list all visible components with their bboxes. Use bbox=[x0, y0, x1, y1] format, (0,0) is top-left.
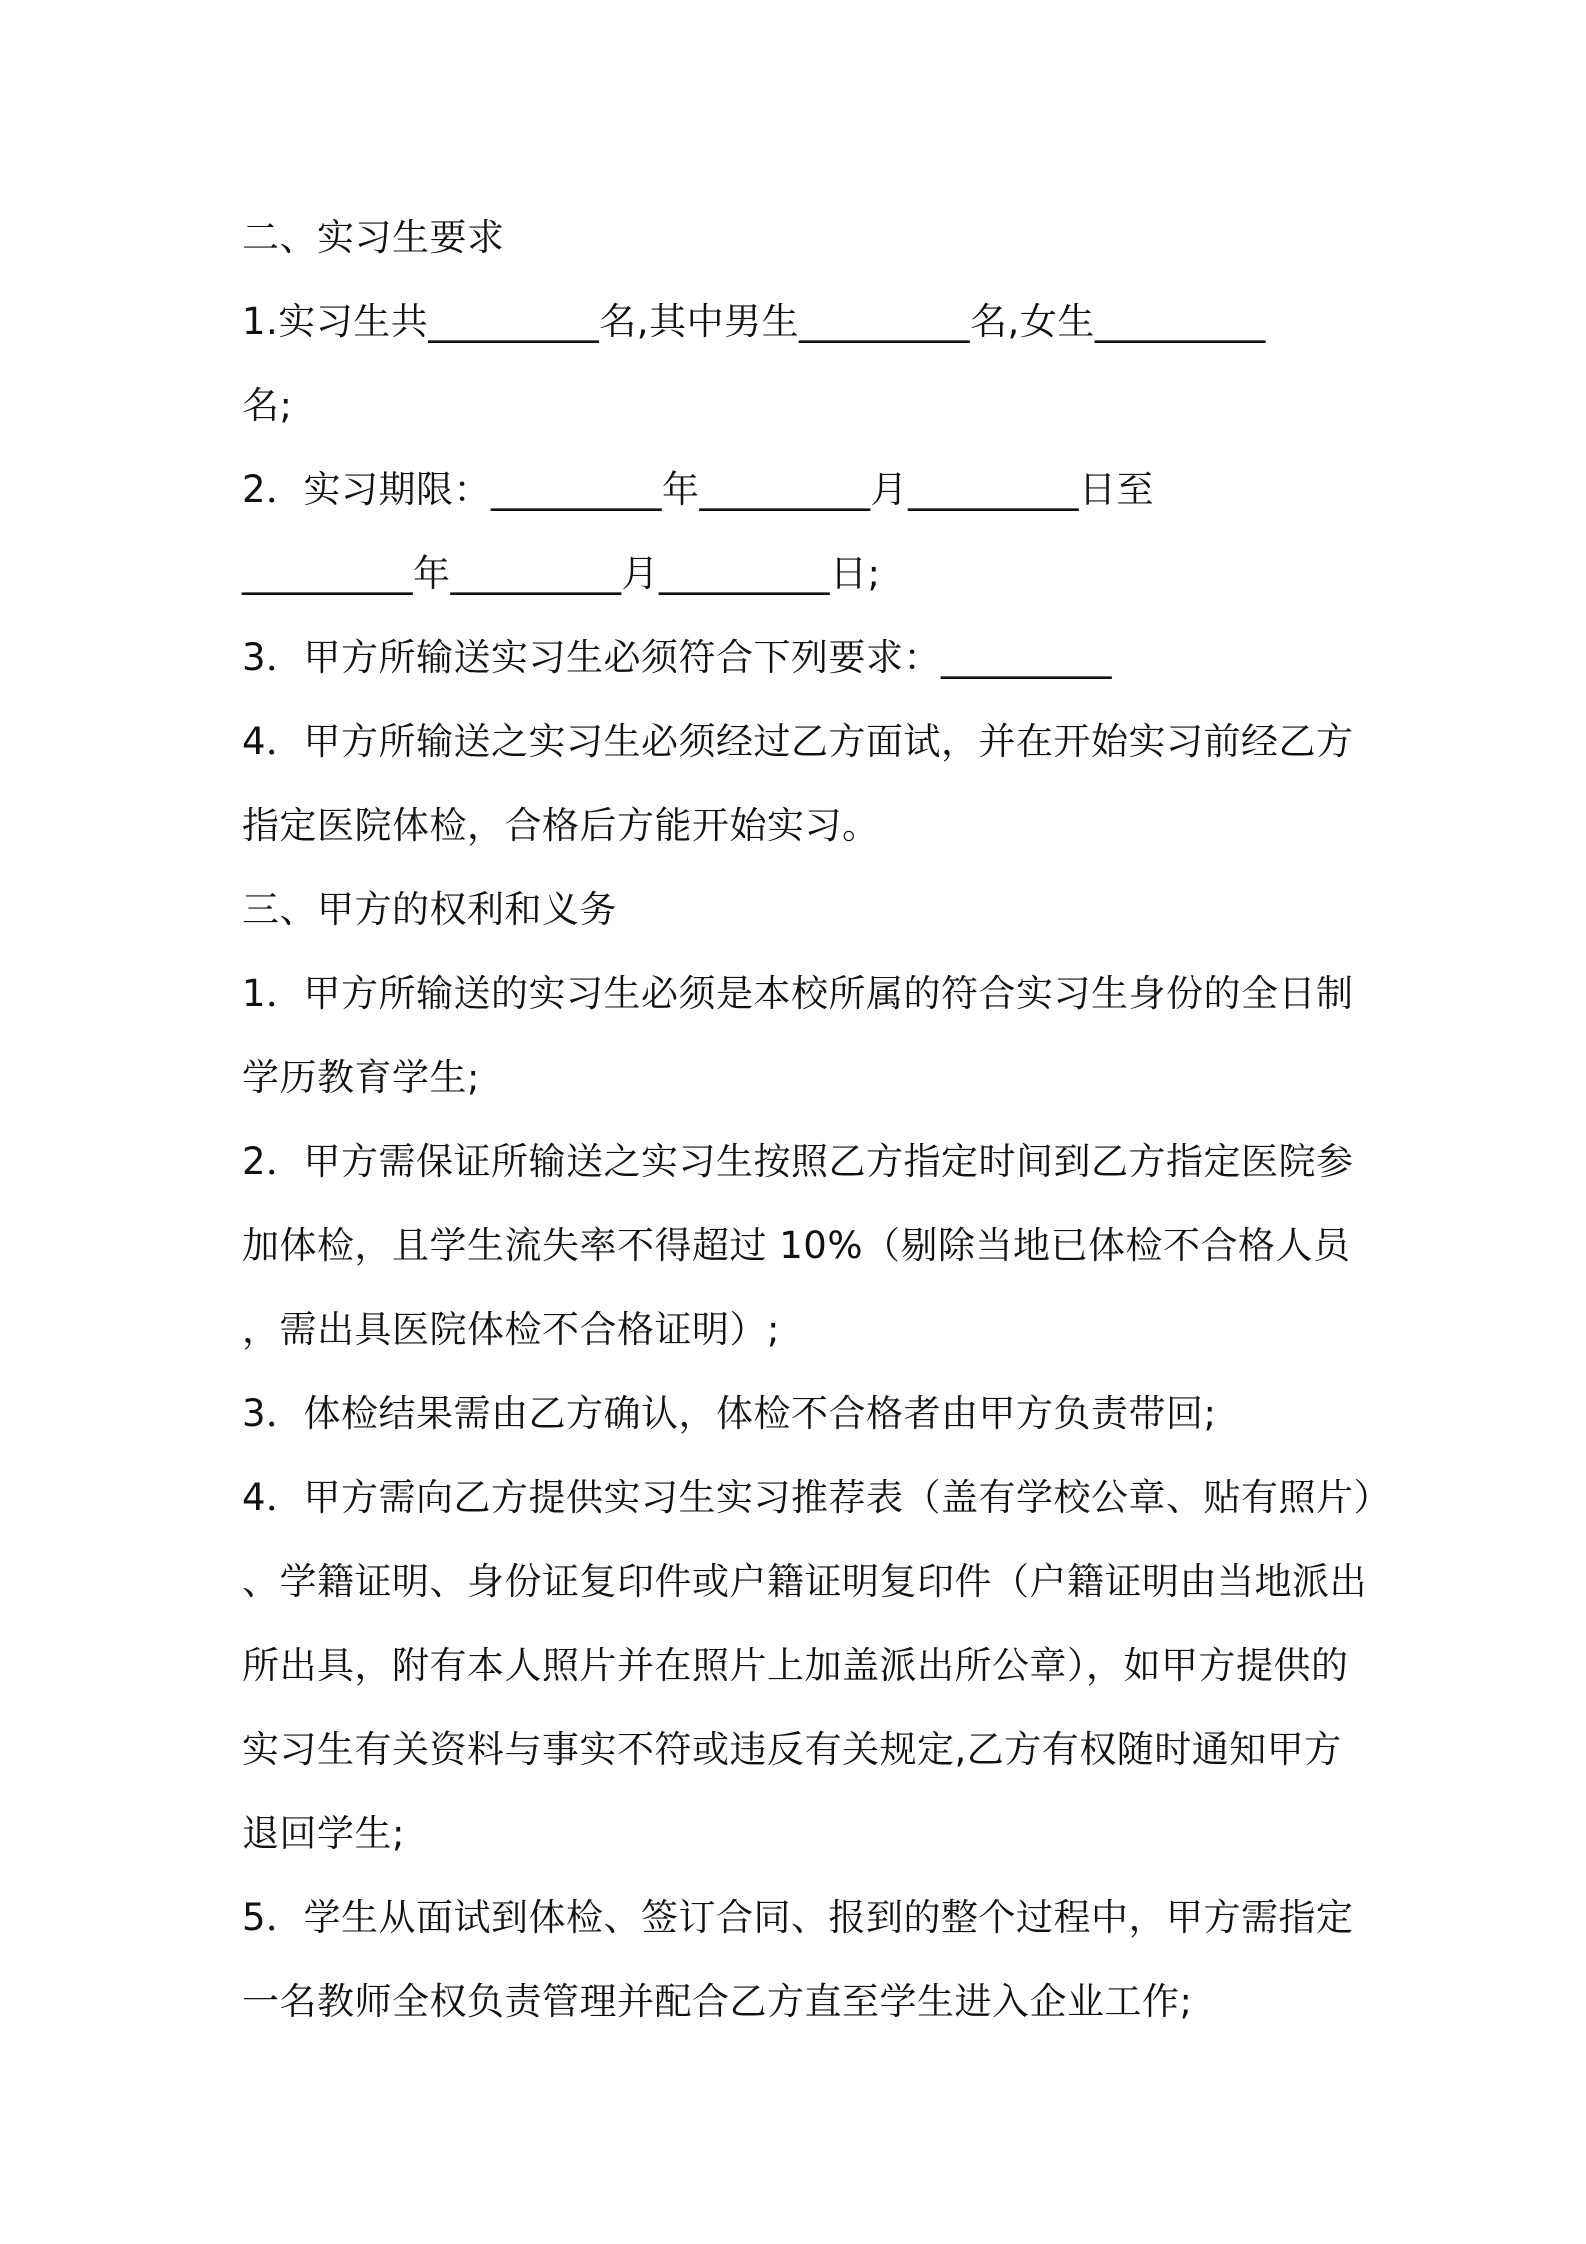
paragraph-line: 2．甲方需保证所输送之实习生按照乙方指定时间到乙方指定医院参 bbox=[242, 1140, 1354, 1183]
paragraph-line: 、学籍证明、身份证复印件或户籍证明复印件（户籍证明由当地派出 bbox=[242, 1560, 1367, 1603]
paragraph-line: 3．甲方所输送实习生必须符合下列要求：_________ bbox=[242, 636, 1113, 679]
paragraph-line: 1.实习生共_________名,其中男生_________名,女生_________ bbox=[242, 300, 1266, 343]
paragraph-line: ，需出具医院体检不合格证明）; bbox=[242, 1308, 780, 1351]
paragraph-line: 一名教师全权负责管理并配合乙方直至学生进入企业工作; bbox=[242, 1980, 1193, 2023]
document-body bbox=[242, 196, 1392, 2044]
paragraph-line: 1．甲方所输送的实习生必须是本校所属的符合实习生身份的全日制 bbox=[242, 972, 1354, 1015]
section-heading-party-a-rights: 三、甲方的权利和义务 bbox=[242, 888, 617, 931]
section-heading-intern-requirements: 二、实习生要求 bbox=[242, 216, 505, 259]
paragraph-line: 4．甲方所输送之实习生必须经过乙方面试，并在开始实习前经乙方 bbox=[242, 720, 1354, 763]
paragraph-line: 4．甲方需向乙方提供实习生实习推荐表（盖有学校公章、贴有照片） bbox=[242, 1476, 1392, 1519]
paragraph-line: 所出具，附有本人照片并在照片上加盖派出所公章），如甲方提供的 bbox=[242, 1644, 1349, 1687]
paragraph-line: 实习生有关资料与事实不符或违反有关规定,乙方有权随时通知甲方 bbox=[242, 1728, 1342, 1771]
paragraph-line: 退回学生; bbox=[242, 1812, 405, 1855]
paragraph-line: 名; bbox=[242, 384, 293, 427]
paragraph-line: 3．体检结果需由乙方确认，体检不合格者由甲方负责带回; bbox=[242, 1392, 1217, 1435]
paragraph-line: 2．实习期限：_________年_________月_________日至 bbox=[242, 468, 1155, 511]
paragraph-line: 学历教育学生; bbox=[242, 1056, 480, 1099]
paragraph-line: 5．学生从面试到体检、签订合同、报到的整个过程中，甲方需指定 bbox=[242, 1896, 1354, 1939]
paragraph-line: _________年_________月_________日; bbox=[242, 552, 881, 595]
paragraph-line: 加体检，且学生流失率不得超过 10%（剔除当地已体检不合格人员 bbox=[242, 1224, 1351, 1267]
paragraph-line: 指定医院体检，合格后方能开始实习。 bbox=[242, 804, 880, 847]
